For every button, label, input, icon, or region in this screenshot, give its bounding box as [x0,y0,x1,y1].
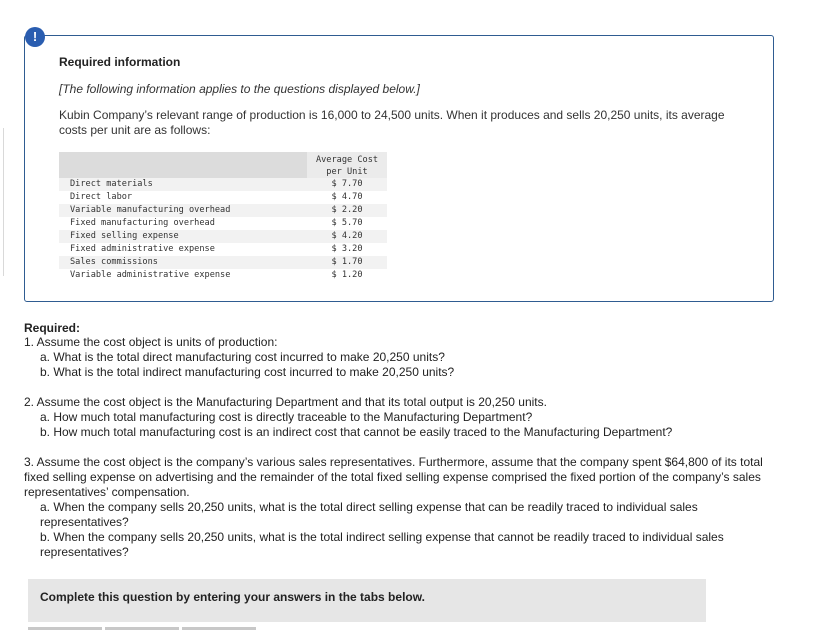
table-row: Direct materials $ 7.70 [59,178,387,191]
info-title: Required information [59,55,181,69]
table-row: Variable manufacturing overhead $ 2.20 [59,204,387,217]
average-cost-table [59,152,387,282]
required-information-panel [24,35,774,302]
info-subtitle: [The following information applies to the questions displayed below.] [59,82,420,96]
question-3: 3. Assume the cost object is the company’s various sales representatives. Furthermore, assume that the company spent $64,800 of its total fixed selling expense on advertising and the remainder of the total fixed selling expense comprised the fixed portion of the company’s sales representatives’ compensation. [24,455,763,499]
required-title: Required: [24,321,81,335]
left-edge-divider [0,128,4,276]
question-3a: a. When the company sells 20,250 units, what is the total direct selling expense that can be readily traced to individual sales representatives? [40,500,698,529]
cost-table-header [59,152,387,178]
question-1b: b. What is the total indirect manufacturing cost incurred to make 20,250 units? [40,365,455,379]
table-row: Fixed manufacturing overhead $ 5.70 [70,218,363,228]
question-3b: b. When the company sells 20,250 units, what is the total indirect selling expense that cannot be readily traced to individual sales representatives? [40,530,724,559]
cost-table-body [59,178,387,282]
table-row: Fixed administrative expense $ 3.20 [70,244,363,254]
table-row: Direct labor $ 4.70 [70,192,363,202]
question-2b: b. How much total manufacturing cost is an indirect cost that cannot be easily traced to the Manufacturing Department? [40,425,673,439]
required-section [24,321,784,560]
question-2: 2. Assume the cost object is the Manufacturing Department and that its total output is 20,250 units. [24,395,547,409]
table-row: Sales commissions $ 1.70 [59,256,387,269]
question-1: 1. Assume the cost object is units of production: [24,335,278,349]
table-row: Fixed selling expense $ 4.20 [59,230,387,243]
info-paragraph: Kubin Company’s relevant range of production is 16,000 to 24,500 units. When it produces and sells 20,250 units, its average costs per unit are as follows: [59,108,725,137]
cost-table-column-header: Average Cost per Unit [307,152,387,178]
alert-icon: ! [25,27,45,47]
table-row: Variable administrative expense $ 1.20 [70,270,363,280]
question-2a: a. How much total manufacturing cost is directly traceable to the Manufacturing Department? [40,410,533,424]
tabs-instruction-banner: Complete this question by entering your answers in the tabs below. [28,579,706,622]
question-1a: a. What is the total direct manufacturing cost incurred to make 20,250 units? [40,350,445,364]
